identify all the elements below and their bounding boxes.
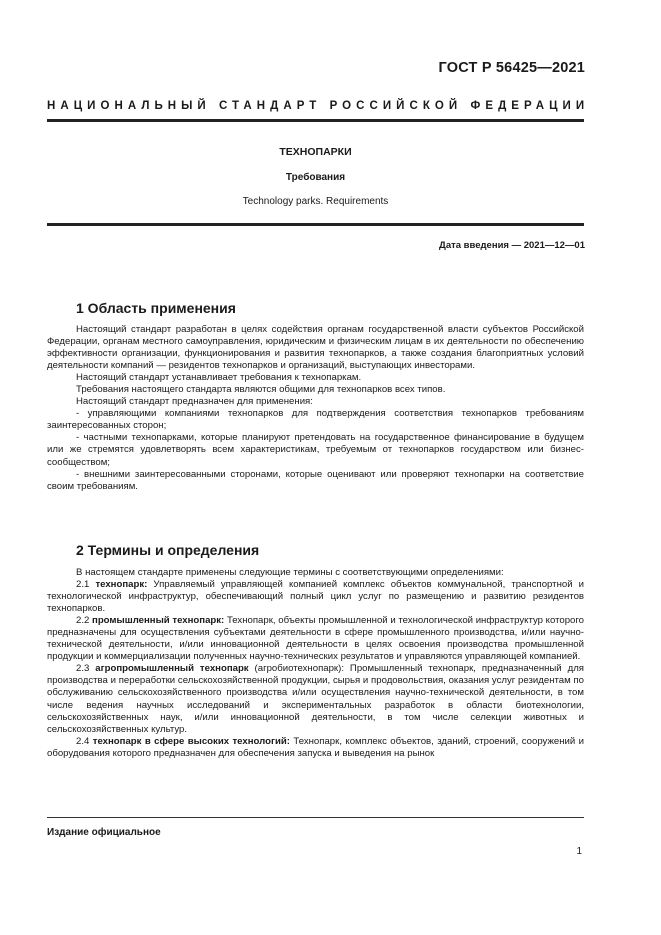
list-item: - управляющими компаниями технопарков для подтверждения соответствия технопарков требованиям заинтересованных сторон; (47, 408, 584, 432)
term-number: 2.4 (76, 735, 90, 747)
term: промышленный технопарк: (92, 615, 225, 627)
definition: (агробиотехнопарк): Промышленный технопарк, предназначенный для производства и переработки сельскохозяйственной продукции, сырья и продовольствия, оказания услуг резидентам по обслуживанию сельскохозяйственного производства и/или осуществления научно-технической деятельности, в том числе ведения научных исследований и экспериментальных разработок в области биотехнологии, сельскохозяйственных наук, и/или инновационной деятельности, в том числе селекции животных и сельскохозяйственных культур. (47, 663, 584, 735)
top-divider (47, 119, 584, 122)
term: технопарк в сфере высоких технологий: (92, 735, 290, 747)
term-definition (47, 736, 584, 760)
official-edition-label: Издание официальное (47, 827, 161, 838)
paragraph: Настоящий стандарт устанавливает требования к технопаркам. (76, 372, 362, 384)
term-number: 2.1 (76, 579, 90, 591)
term-definition (47, 663, 584, 735)
term-definition (47, 615, 584, 663)
paragraph: Требования настоящего стандарта являются общими для технопарков всех типов. (76, 384, 446, 396)
page-number: 1 (576, 846, 582, 857)
section-2-heading: 2 Термины и определения (76, 542, 260, 558)
section-2-body (47, 567, 584, 760)
standard-number: ГОСТ Р 56425—2021 (438, 60, 585, 76)
english-title: Technology parks. Requirements (242, 196, 389, 207)
paragraph: В настоящем стандарте применены следующие термины с соответствующими определениями: (76, 567, 504, 578)
term-definition (47, 579, 584, 615)
list-item: - частными технопарками, которые планируют претендовать на государственное финансирование в будущем или же стремятся удовлетворять всем характеристикам, требуемым от технопарков государством или бизнес-сообществом; (47, 432, 584, 468)
paragraph: Настоящий стандарт предназначен для применения: (76, 396, 313, 408)
definition: Управляемый управляющей компанией комплекс объектов коммунальной, транспортной и технологической инфраструктур, обеспечивающий полный цикл услуг по размещению и развитию резидентов технопарков. (47, 579, 585, 615)
definition: Технопарк, комплекс объектов, зданий, строений, сооружений и оборудования которого предназначен для обеспечения запуска и выведения на рынок (47, 735, 584, 759)
footer-divider (47, 817, 584, 818)
term: агропромышленный технопарк (95, 663, 249, 675)
introduction-date: Дата введения — 2021—12—01 (439, 240, 585, 251)
national-standard-heading: НАЦИОНАЛЬНЫЙ СТАНДАРТ РОССИЙСКОЙ ФЕДЕРАЦИИ (47, 100, 590, 112)
document-subtitle: Требования (285, 172, 346, 183)
section-1-body (47, 324, 584, 493)
document-title: ТЕХНОПАРКИ (279, 146, 352, 158)
title-divider (47, 223, 584, 226)
section-1-heading: 1 Область применения (76, 300, 236, 316)
definition: Технопарк, объекты промышленной и технологической инфраструктур которого предназначены для осуществления субъектами деятельности в сфере промышленного производства, и/или научно-технической деятельности, и/или инновационной деятельности в целях освоения производства промышленной продукции и коммерциализации полученных научно-технических результатов и управляются управляющей компанией. (47, 615, 584, 663)
term-number: 2.2 (76, 615, 90, 627)
list-item: - внешними заинтересованными сторонами, которые оценивают или проверяют технопарки на соответствие своим требованиям. (47, 468, 584, 492)
paragraph: Настоящий стандарт разработан в целях содействия органам государственной власти субъектов Российской Федерации, органам местного самоуправления, юридическим и физическим лицам в их деятельности по обеспечению эффективности организации, функционирования и развития технопарков, а также создания благоприятных условий деятельности компаний — резидентов технопарков и организаций, выступающих инвесторами. (47, 324, 584, 372)
term-number: 2.3 (76, 663, 90, 675)
term: технопарк: (95, 579, 148, 591)
